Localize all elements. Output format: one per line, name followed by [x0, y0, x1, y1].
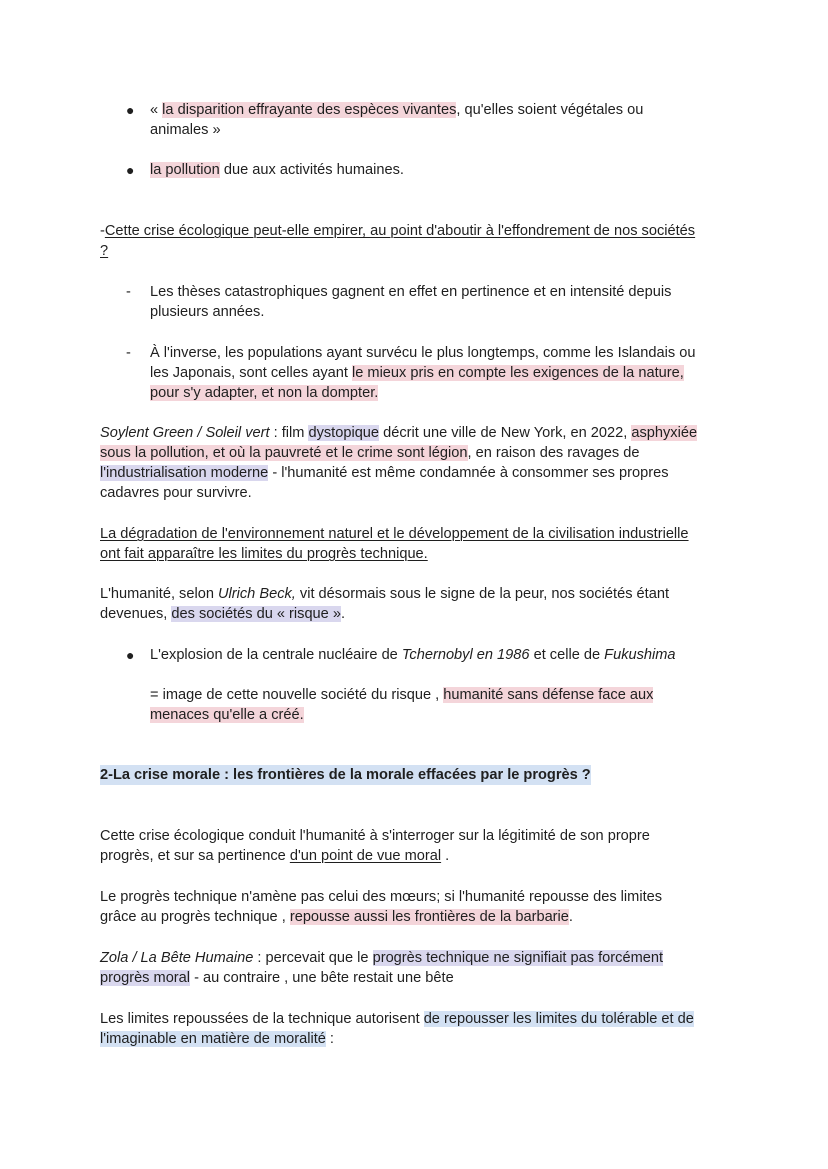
highlight: repousse aussi les frontières de la barbarie [289, 909, 569, 925]
place-name: Fukushima [604, 647, 676, 663]
dash-marker: - [126, 284, 131, 300]
highlight: la pollution [150, 162, 220, 178]
text: due aux activités humaines. [219, 162, 404, 178]
dash-marker: - [126, 345, 131, 361]
paragraph-zola [100, 948, 724, 988]
text: devenues, [100, 606, 172, 622]
bullet-dot: ● [126, 162, 135, 178]
text: Les thèses catastrophiques gagnent en effet en pertinence et en intensité depuis [150, 284, 672, 300]
text: et celle de [529, 647, 605, 663]
highlight: sous la pollution, et où la pauvreté et le crime sont légion [100, 445, 468, 461]
underlined-text: ont fait apparaître les limites du progrès technique. [100, 546, 428, 562]
dash-item-catastrophic [150, 282, 725, 322]
underlined-text: Cette crise écologique peut-elle empirer, au point d'aboutir à l'effondrement de nos sociétés [104, 223, 696, 239]
text: À l'inverse, les populations ayant survécu le plus longtemps, comme les Islandais ou [150, 345, 696, 361]
dash-item-populations [150, 343, 725, 403]
text: progrès, et sur sa pertinence [100, 848, 290, 864]
text: - l'humanité est même condamnée à consommer ses propres [268, 465, 669, 481]
explosion-detail [150, 685, 725, 725]
text: grâce au progrès technique , [100, 909, 290, 925]
bullet-item-pollution [150, 160, 725, 180]
underlined-text: d'un point de vue moral [289, 848, 442, 864]
highlight: l'industrialisation moderne [100, 465, 269, 481]
text: Les limites repoussées de la technique autorisent [100, 1011, 424, 1027]
text: , en raison des ravages de [467, 445, 640, 461]
bullet-dot: ● [126, 647, 135, 663]
paragraph-limites [100, 1009, 724, 1049]
highlight: progrès technique ne signifiait pas forcément [372, 950, 664, 966]
highlight: asphyxiée [631, 425, 698, 441]
highlight: menaces qu'elle a créé. [150, 707, 304, 723]
place-name: Tchernobyl en 1986 [401, 647, 530, 663]
paragraph-crise [100, 826, 724, 866]
text: - [100, 223, 105, 239]
text: . [441, 848, 450, 864]
highlight: humanité sans défense face aux [443, 687, 654, 703]
paragraph-progres [100, 887, 724, 927]
text: . [568, 909, 573, 925]
text: - au contraire , une bête restait une bête [190, 970, 454, 986]
text: L'explosion de la centrale nucléaire de [150, 647, 402, 663]
text: L'humanité, selon [100, 586, 218, 602]
text: : percevait que le [253, 950, 373, 966]
text: cadavres pour survivre. [100, 485, 252, 501]
highlight: pour s'y adapter, et non la dompter. [150, 385, 379, 401]
text: plusieurs années. [150, 304, 265, 320]
paragraph-degradation [100, 524, 724, 564]
film-title: Soylent Green / Soleil vert [100, 425, 270, 441]
text: : film [269, 425, 309, 441]
text: les Japonais, sont celles ayant [150, 365, 352, 381]
question-heading [100, 221, 724, 261]
bullet-item-explosion [150, 645, 725, 665]
highlight: dystopique [308, 425, 380, 441]
highlight: le mieux pris en compte les exigences de la nature, [352, 365, 684, 381]
section-title: 2-La crise morale : les frontières de la morale effacées par le progrès ? [100, 767, 591, 783]
highlight: l'imaginable en matière de moralité [100, 1031, 326, 1047]
text: : [325, 1031, 334, 1047]
underlined-text: ? [100, 243, 109, 259]
highlight: progrès moral [100, 970, 191, 986]
text: « [150, 102, 163, 118]
text: vit désormais sous le signe de la peur, nos sociétés étant [295, 586, 670, 602]
underlined-text: La dégradation de l'environnement naturel et le développement de la civilisation industrielle [100, 526, 689, 542]
work-title: Zola / La Bête Humaine [100, 950, 254, 966]
text: Cette crise écologique conduit l'humanité à s'interroger sur la légitimité de son propre [100, 828, 650, 844]
text: = image de cette nouvelle société du risque , [150, 687, 444, 703]
highlight: de repousser les limites du tolérable et de [423, 1011, 694, 1027]
text: animales » [150, 122, 221, 138]
bullet-item-species [150, 100, 725, 140]
paragraph-soylent-green [100, 423, 724, 503]
text: Le progrès technique n'amène pas celui des mœurs; si l'humanité repousse des limites [100, 889, 663, 905]
bullet-dot: ● [126, 102, 135, 118]
author-name: Ulrich Beck, [218, 586, 296, 602]
text: . [340, 606, 346, 622]
highlight: des sociétés du « risque » [171, 606, 341, 622]
text: décrit une ville de New York, en 2022, [379, 425, 632, 441]
paragraph-ulrich-beck [100, 584, 724, 624]
highlight: la disparition effrayante des espèces vivantes [162, 102, 457, 118]
text: , qu'elles soient végétales ou [456, 102, 644, 118]
